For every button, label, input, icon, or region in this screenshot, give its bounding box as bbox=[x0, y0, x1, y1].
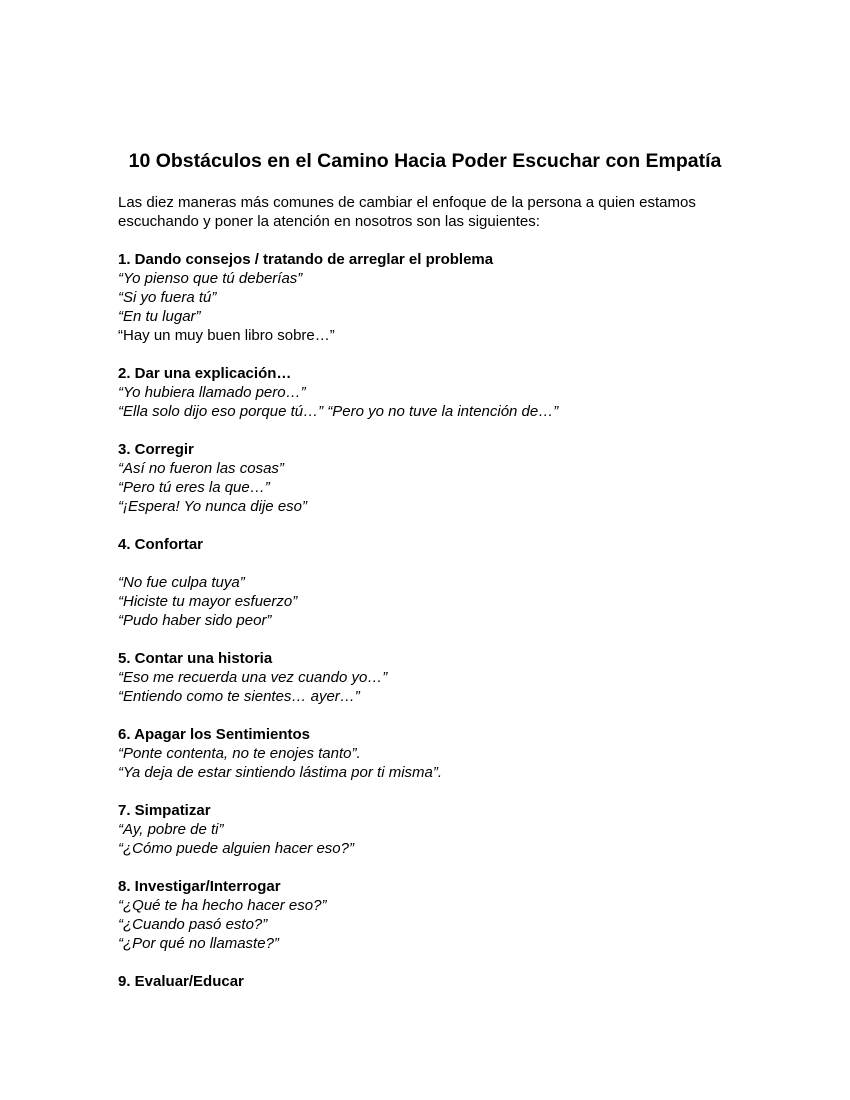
section-heading: 6. Apagar los Sentimientos bbox=[118, 726, 310, 743]
section-heading: 2. Dar una explicación… bbox=[118, 365, 292, 382]
section-heading: 8. Investigar/Interrogar bbox=[118, 878, 281, 895]
quote-line: “Ya deja de estar sintiendo lástima por ti misma”. bbox=[118, 764, 443, 781]
quote-line: “Pero tú eres la que…” bbox=[118, 479, 270, 496]
quote-line: “Pudo haber sido peor” bbox=[118, 612, 272, 629]
section-heading: 7. Simpatizar bbox=[118, 802, 211, 819]
quote-line: “¿Qué te ha hecho hacer eso?” bbox=[118, 897, 327, 914]
section-heading: 1. Dando consejos / tratando de arreglar el problema bbox=[118, 251, 494, 268]
quote-line: “Yo hubiera llamado pero…” bbox=[118, 384, 306, 401]
quote-line: “Así no fueron las cosas” bbox=[118, 460, 284, 477]
document-title: 10 Obstáculos en el Camino Hacia Poder Escuchar con Empatía bbox=[128, 150, 722, 172]
quote-line: “¿Cómo puede alguien hacer eso?” bbox=[118, 840, 354, 857]
quote-line: “Yo pienso que tú deberías” bbox=[118, 270, 303, 287]
quote-line: “En tu lugar” bbox=[118, 308, 201, 325]
section-heading: 4. Confortar bbox=[118, 536, 204, 553]
quote-line: “¡Espera! Yo nunca dije eso” bbox=[118, 498, 308, 515]
quote-line: “Ponte contenta, no te enojes tanto”. bbox=[118, 745, 361, 762]
quote-line: “Hiciste tu mayor esfuerzo” bbox=[118, 593, 298, 610]
quote-line: “¿Cuando pasó esto?” bbox=[118, 916, 268, 933]
intro-line: Las diez maneras más comunes de cambiar el enfoque de la persona a quien estamos bbox=[118, 194, 696, 211]
document-body bbox=[118, 193, 738, 991]
quote-line: “Ay, pobre de ti” bbox=[118, 821, 224, 838]
section-heading: 3. Corregir bbox=[118, 441, 194, 458]
section-heading: 9. Evaluar/Educar bbox=[118, 973, 244, 990]
section-heading: 5. Contar una historia bbox=[118, 650, 273, 667]
quote-line: “¿Por qué no llamaste?” bbox=[118, 935, 279, 952]
intro-line: escuchando y poner la atención en nosotros son las siguientes: bbox=[118, 213, 540, 230]
quote-line: “Hay un muy buen libro sobre…” bbox=[118, 327, 335, 344]
quote-line: “Eso me recuerda una vez cuando yo…” bbox=[118, 669, 388, 686]
quote-line: “Entiendo como te sientes… ayer…” bbox=[118, 688, 360, 705]
quote-line: “Si yo fuera tú” bbox=[118, 289, 217, 306]
quote-line: “No fue culpa tuya” bbox=[118, 574, 245, 591]
quote-line: “Ella solo dijo eso porque tú…” “Pero yo no tuve la intención de…” bbox=[118, 403, 559, 420]
